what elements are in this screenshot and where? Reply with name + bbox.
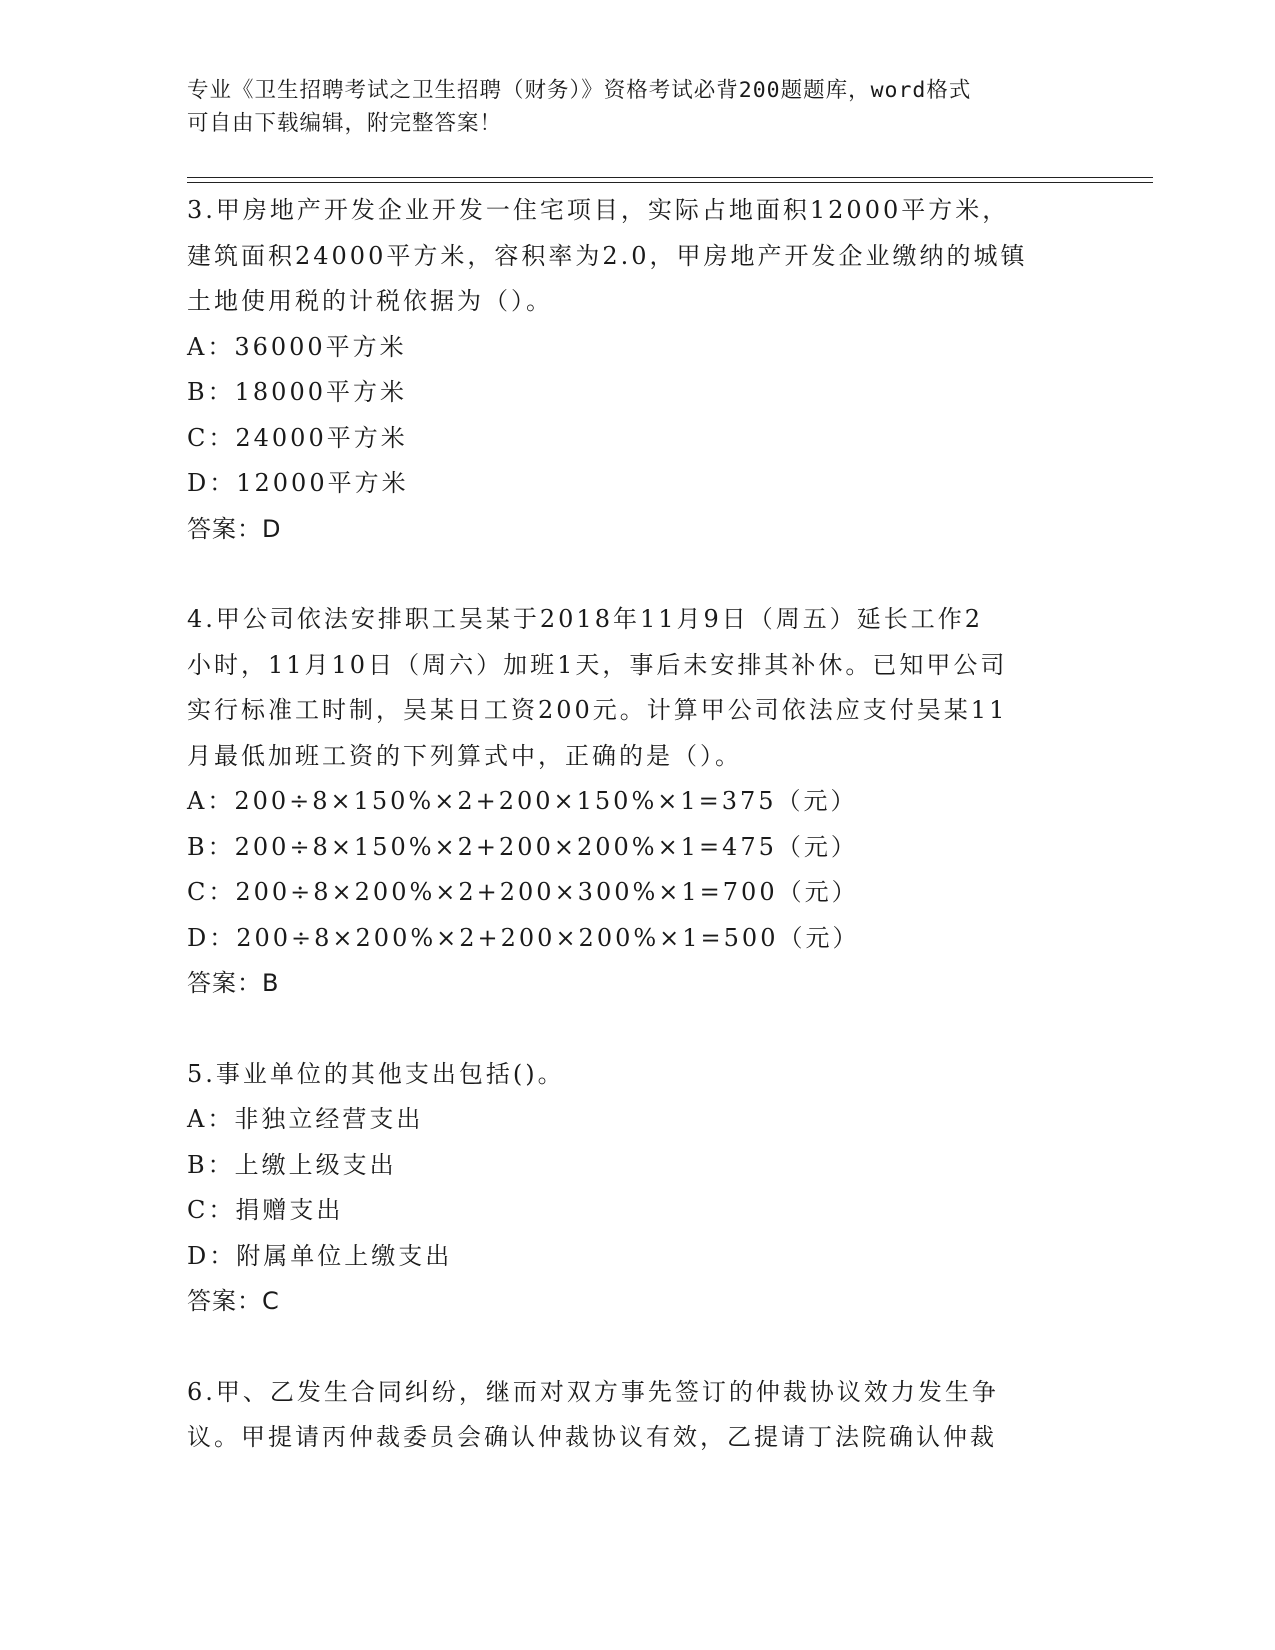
header-line-2: 可自由下载编辑，附完整答案！ [187,111,503,136]
option-d: D：12000平方米 [187,469,409,497]
answer-label: 答案：B [187,969,280,997]
question-stem-line: 3.甲房地产开发企业开发一住宅项目，实际占地面积12000平方米， [187,196,1010,224]
question-block [187,1052,1087,1325]
question-block [187,1370,1087,1461]
option-a: A：36000平方米 [187,332,407,361]
question-list [187,188,1087,1461]
question-stem-line: 5.事业单位的其他支出包括()。 [187,1059,565,1088]
question-stem-line: 建筑面积24000平方米，容积率为2.0，甲房地产开发企业缴纳的城镇 [187,241,1028,270]
question-block [187,188,1087,552]
header-line-1: 专业《卫生招聘考试之卫生招聘（财务）》资格考试必背200题题库，word格式 [187,78,972,103]
header-divider-top [187,177,1153,178]
header-divider-bottom [187,182,1153,183]
question-stem-line: 实行标准工时制，吴某日工资200元。计算甲公司依法应支付吴某11 [187,696,1008,724]
question-spacer [187,1325,1087,1370]
question-stem-line: 小时，11月10日（周六）加班1天，事后未安排其补休。已知甲公司 [187,650,1008,679]
option-b: B：18000平方米 [187,378,407,406]
question-stem-line: 6.甲、乙发生合同纠纷，继而对双方事先签订的仲裁协议效力发生争 [187,1377,999,1406]
option-c: C：200÷8×200%×2+200×300%×1=700（元） [187,878,859,906]
question-stem-line: 月最低加班工资的下列算式中，正确的是（）。 [187,741,742,770]
document-header [187,74,1067,140]
question-spacer [187,552,1087,597]
option-b: B：上缴上级支出 [187,1150,397,1179]
question-block [187,597,1087,1007]
answer-label: 答案：D [187,514,282,543]
option-b: B：200÷8×150%×2+200×200%×1=475（元） [187,832,858,861]
question-stem-line: 4.甲公司依法安排职工吴某于2018年11月9日（周五）延长工作2 [187,605,984,633]
option-a: A：非独立经营支出 [187,1105,424,1133]
option-d: D：200÷8×200%×2+200×200%×1=500（元） [187,923,860,952]
question-stem-line: 议。甲提请丙仲裁委员会确认仲裁协议有效，乙提请丁法院确认仲裁 [187,1423,997,1451]
answer-label: 答案：C [187,1287,280,1315]
option-c: C：捐赠支出 [187,1196,344,1224]
option-d: D：附属单位上缴支出 [187,1241,453,1270]
option-a: A：200÷8×150%×2+200×150%×1=375（元） [187,787,858,815]
question-stem-line: 土地使用税的计税依据为（）。 [187,287,553,315]
option-c: C：24000平方米 [187,423,408,452]
question-spacer [187,1007,1087,1052]
